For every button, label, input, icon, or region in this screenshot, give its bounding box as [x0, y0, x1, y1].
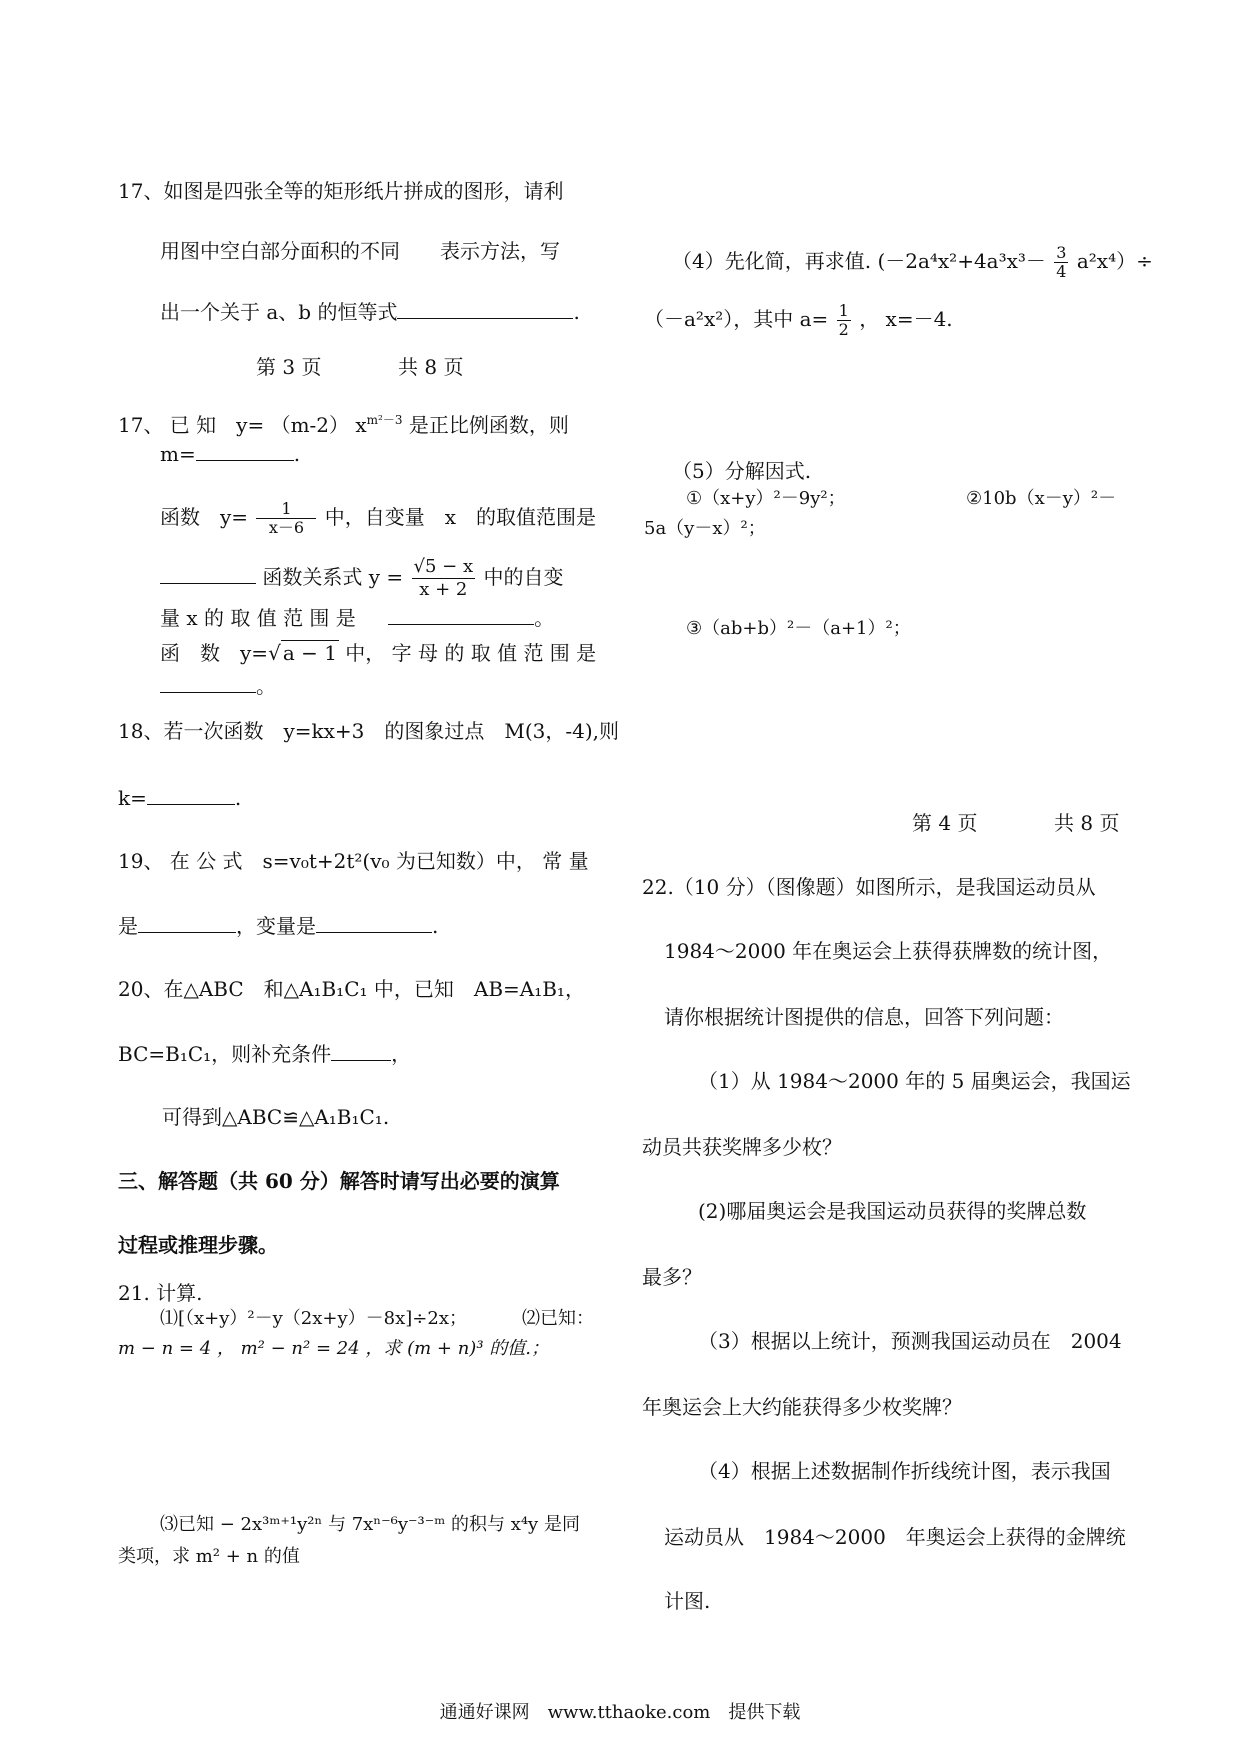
q17b-line1-text: 17、 已 知 y= （m-2） x: [118, 413, 367, 437]
q20-line1: 20、在△ABC 和△A₁B₁C₁ 中，已知 AB=A₁B₁，: [118, 977, 585, 1001]
frac-numerator: √5 − x: [413, 556, 474, 577]
answer-blank: [388, 604, 534, 625]
q22-line8: （3）根据以上统计，预测我国运动员在 2004: [698, 1329, 1122, 1353]
fraction-1-2: [837, 302, 851, 339]
q19-line2-a: 是: [118, 914, 138, 938]
q17b-line2-end: .: [293, 442, 301, 466]
q-right4-line1: [672, 244, 1153, 281]
section3-heading-line1: 三、解答题（共 60 分）解答时请写出必要的演算: [118, 1169, 560, 1193]
q-right5-part1: ①（x+y）²－9y²；: [686, 488, 846, 509]
q-right4-text-end: a²x⁴）÷: [1076, 249, 1153, 273]
footer-text: 通通好课网 www.tthaoke.com 提供下载: [439, 1702, 801, 1723]
frac-denominator: 4: [1056, 262, 1067, 281]
q-right5-part2b: 5a（y－x）²；: [644, 518, 766, 539]
q22-line7: 最多？: [642, 1265, 702, 1289]
q17b-line6-text: 函 数 y=: [160, 641, 269, 665]
q17b-m-label: m=: [160, 442, 196, 466]
q17b-line4-end: 中的自变: [483, 565, 564, 589]
answer-blank: [397, 298, 573, 319]
q17a-line1: 17、如图是四张全等的矩形纸片拼成的图形，请利: [118, 179, 564, 203]
q19-line2-b: ，变量是: [236, 914, 316, 938]
q18-k-label: k=: [118, 786, 147, 810]
answer-blank: [160, 563, 256, 584]
q17b-line6: [160, 640, 596, 666]
q22-line12: 计图.: [664, 1589, 711, 1613]
page3-total: 共 8 页: [398, 355, 464, 379]
q-right5-title: （5）分解因式.: [672, 459, 812, 483]
page4-total: 共 8 页: [1054, 811, 1120, 835]
q17b-line4-text: 函数关系式 y =: [262, 565, 404, 589]
q17b-line5-text: 量 x 的 取 值 范 围 是: [160, 606, 356, 630]
q20-line3: 可得到△ABC≌△A₁B₁C₁.: [162, 1105, 390, 1129]
section3-heading-line2: 过程或推理步骤。: [118, 1233, 278, 1257]
page4-label: 第 4 页: [912, 811, 978, 835]
q17a-line2: 用图中空白部分面积的不同 表示方法，写: [160, 239, 560, 263]
frac-denominator: x－6: [268, 518, 305, 537]
q-right4-line2-text: （－a²x²），其中 a=: [644, 307, 829, 331]
frac-denominator: x + 2: [419, 579, 468, 600]
q17b-line3-end: 中，自变量 x 的取值范围是: [324, 505, 597, 529]
q22-line1: 22.（10 分）（图像题）如图所示，是我国运动员从: [642, 875, 1096, 899]
q21-part2-line: m − n = 4 ， m² − n² = 24 ，求 (m + n)³ 的值.；: [118, 1338, 549, 1359]
answer-blank: [147, 784, 235, 805]
q21-part2-label: ⑵已知：: [522, 1308, 594, 1329]
q17b-line7-end: 。: [256, 674, 276, 698]
q-right4-line2: [644, 302, 953, 339]
q22-line5: 动员共获奖牌多少枚？: [642, 1135, 842, 1159]
q21-part3-line2: 类项，求 m² + n 的值: [118, 1546, 300, 1567]
q22-line6: (2)哪届奥运会是我国运动员获得的奖牌总数: [698, 1199, 1087, 1223]
q17a-line3: [160, 298, 580, 325]
q17b-line7: [160, 672, 276, 699]
q17b-line2: [160, 440, 300, 467]
q22-line9: 年奥运会上大约能获得多少枚奖牌？: [642, 1395, 962, 1419]
q17a-line3-end: .: [573, 300, 580, 324]
answer-blank: [196, 440, 294, 461]
frac-numerator: 1: [838, 301, 849, 320]
q17b-line1: [118, 412, 569, 438]
page3-label: 第 3 页: [256, 355, 322, 379]
answer-blank: [160, 672, 256, 693]
q-right4-text: （4）先化简，再求值. (－2a⁴x²+4a³x³－: [672, 249, 1046, 273]
q19-line2-c: .: [432, 914, 439, 938]
fraction-1-over-x-6: [256, 500, 316, 537]
q18-line2: [118, 784, 241, 811]
q20-line2: [118, 1040, 411, 1067]
q22-line11: 运动员从 1984～2000 年奥运会上获得的金牌统: [664, 1525, 1126, 1549]
q17b-line5: [160, 604, 554, 631]
fraction-3-4: [1054, 244, 1068, 281]
q22-line4: （1）从 1984～2000 年的 5 届奥运会，我国运: [698, 1069, 1131, 1093]
q20-line2-a: BC=B₁C₁，则补充条件: [118, 1042, 332, 1066]
q21-part1: ⑴[（x+y）²－y（2x+y）－8x]÷2x；: [160, 1308, 467, 1329]
q18-line2-end: .: [234, 786, 242, 810]
q21-part3-line1: ⑶已知 − 2x³ᵐ⁺¹y²ⁿ 与 7xⁿ⁻⁶y⁻³⁻ᵐ 的积与 x⁴y 是同: [160, 1514, 580, 1535]
q17b-line1-end: 是正比例函数，则: [402, 413, 569, 437]
q21-title: 21. 计算.: [118, 1281, 203, 1305]
q17b-exponent: m²－3: [366, 413, 403, 427]
fraction-sqrt: [412, 556, 476, 601]
answer-blank: [138, 912, 236, 933]
q18-line1: 18、若一次函数 y=kx+3 的图象过点 M(3，-4),则: [118, 719, 620, 743]
q17b-func-label: 函数 y=: [160, 505, 249, 529]
q22-line2: 1984～2000 年在奥运会上获得获牌数的统计图，: [664, 939, 1113, 963]
q22-line3: 请你根据统计图提供的信息，回答下列问题：: [664, 1005, 1064, 1029]
q19-line2: [118, 912, 438, 939]
answer-blank: [331, 1040, 391, 1061]
q-right5-part3: ③（ab+b）²－（a+1）²；: [686, 618, 911, 639]
frac-numerator: 3: [1056, 243, 1067, 262]
q17a-line3-text: 出一个关于 a、b 的恒等式: [160, 300, 398, 324]
sqrt-sign: √: [268, 641, 281, 665]
q17b-line3: [160, 500, 596, 537]
q-right5-part2a: ②10b（x－y）²－: [966, 488, 1117, 509]
q17b-line5-end: 。: [534, 606, 555, 630]
q-right4-line2-end: ， x=－4.: [859, 307, 953, 331]
radicand: a − 1: [282, 641, 337, 665]
q22-line10: （4）根据上述数据制作折线统计图，表示我国: [698, 1459, 1111, 1483]
q17b-line4: [160, 556, 563, 601]
frac-denominator: 2: [838, 320, 849, 339]
frac-numerator: 1: [256, 500, 316, 519]
answer-blank: [316, 912, 432, 933]
q20-line2-b: ，: [391, 1042, 412, 1066]
q17b-line6-end: 中， 字 母 的 取 值 范 围 是: [338, 641, 597, 665]
q19-line1: 19、 在 公 式 s=v₀t+2t²(v₀ 为已知数）中， 常 量: [118, 849, 589, 873]
